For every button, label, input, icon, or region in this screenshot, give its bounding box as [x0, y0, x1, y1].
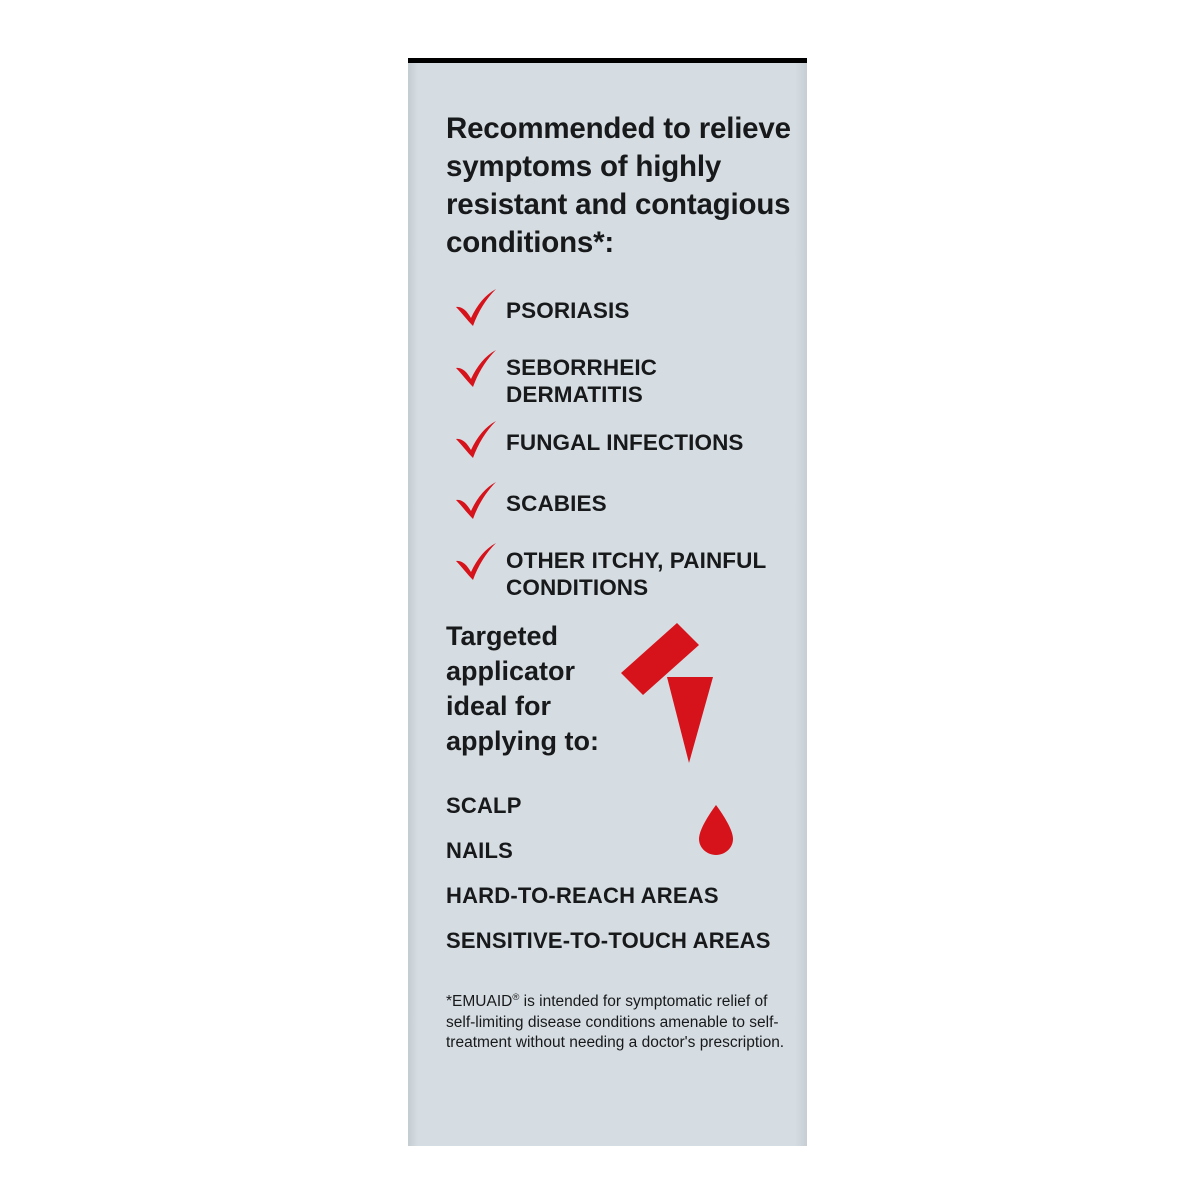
targeted-applicator-heading: Targeted applicator ideal for applying to:	[446, 621, 599, 756]
registered-trademark-icon: ®	[512, 992, 520, 1003]
footnote-disclaimer	[446, 988, 798, 1054]
list-item	[448, 293, 798, 337]
list-item	[448, 486, 798, 530]
list-item	[448, 354, 798, 408]
list-item: SCALP	[446, 793, 522, 818]
list-item	[448, 425, 798, 469]
checkmark-icon	[453, 480, 499, 526]
checkmark-icon	[453, 419, 499, 465]
list-item-label: PSORIASIS	[506, 298, 630, 323]
list-item: NAILS	[446, 838, 513, 863]
carton-side-panel	[408, 58, 807, 1146]
list-item-label: SEBORRHEIC DERMATITIS	[506, 355, 658, 407]
list-item-label: FUNGAL INFECTIONS	[506, 430, 744, 455]
list-item-label: SCABIES	[506, 491, 607, 516]
list-item: HARD-TO-REACH AREAS	[446, 883, 719, 908]
list-item-label: OTHER ITCHY, PAINFUL CONDITIONS	[506, 548, 766, 600]
panel-left-shading	[408, 63, 418, 1146]
list-item	[448, 547, 798, 601]
checkmark-icon	[453, 287, 499, 333]
checkmark-icon	[453, 348, 499, 394]
panel-heading: Recommended to relieve symptoms of highly resistant and contagious conditions*:	[446, 112, 791, 259]
conditions-checklist	[448, 293, 798, 618]
checkmark-icon	[453, 541, 499, 587]
footnote-rest: is intended for symptomatic relief of self-limiting disease conditions amenable to self-treatment without needing a doctor's prescription.	[446, 993, 785, 1052]
application-areas-list	[446, 793, 796, 973]
footnote-prefix: *EMUAID	[446, 993, 513, 1011]
list-item: SENSITIVE-TO-TOUCH AREAS	[446, 928, 771, 953]
